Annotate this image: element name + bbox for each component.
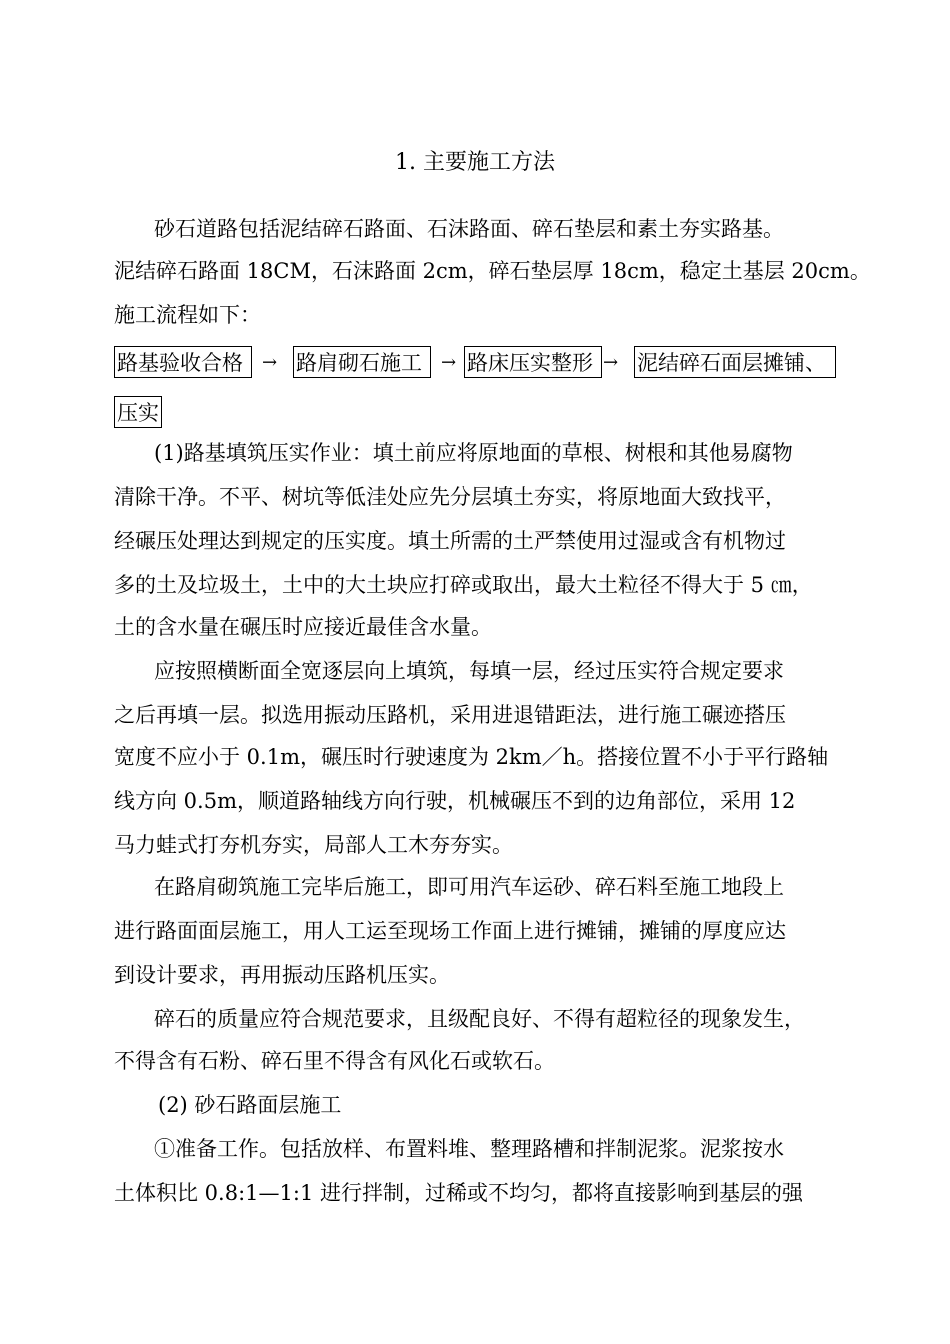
flow-step-box: 泥结碎石面层摊铺、 [634, 346, 836, 378]
paragraph-line: ①准备工作。包括放样、布置料堆、整理路槽和拌制泥浆。泥浆按水 [154, 1137, 784, 1161]
paragraph-line: 应按照横断面全宽逐层向上填筑，每填一层，经过压实符合规定要求 [154, 659, 784, 683]
flow-arrow: → [603, 352, 619, 373]
intro-line: 施工流程如下： [114, 303, 261, 327]
paragraph-line: 清除干净。不平、树坑等低洼处应先分层填土夯实，将原地面大致找平， [114, 485, 786, 509]
paragraph-line: 到设计要求，再用振动压路机压实。 [114, 963, 450, 987]
flow-step-box: 路肩砌石施工 [293, 346, 431, 378]
section-title: 1. 主要施工方法 [395, 150, 555, 175]
paragraph-line: (1)路基填筑压实作业：填土前应将原地面的草根、树根和其他易腐物 [154, 441, 793, 465]
paragraph-line: 碎石的质量应符合规范要求，且级配良好、不得有超粒径的现象发生， [154, 1007, 805, 1031]
process-flow [114, 346, 836, 380]
flow-step-box: 压实 [114, 396, 162, 428]
paragraph-line: 经碾压处理达到规定的压实度。填土所需的土严禁使用过湿或含有机物过 [114, 529, 786, 553]
paragraph-line: 土的含水量在碾压时应接近最佳含水量。 [114, 615, 492, 639]
process-flow-continued [114, 396, 836, 430]
paragraph-line: 马力蛙式打夯机夯实，局部人工木夯夯实。 [114, 833, 513, 857]
paragraph-line: 土体积比 0.8:1—1:1 进行拌制，过稀或不均匀，都将直接影响到基层的强 [114, 1181, 803, 1205]
intro-line: 砂石道路包括泥结碎石路面、石沫路面、碎石垫层和素土夯实路基。 [154, 217, 784, 241]
intro-line: 泥结碎石路面 18CM，石沫路面 2cm，碎石垫层厚 18cm，稳定土基层 20cm。 [114, 259, 871, 283]
paragraph-line: 之后再填一层。拟选用振动压路机，采用进退错距法，进行施工碾迹搭压 [114, 703, 786, 727]
paragraph-line: 宽度不应小于 0.1m，碾压时行驶速度为 2km／h。搭接位置不小于平行路轴 [114, 745, 829, 769]
flow-step-box: 路床压实整形 [464, 346, 602, 378]
paragraph-line: 多的土及垃圾土，土中的大土块应打碎或取出，最大土粒径不得大于 5 ㎝， [114, 573, 813, 597]
paragraph-line: 在路肩砌筑施工完毕后施工，即可用汽车运砂、碎石料至施工地段上 [154, 875, 784, 899]
flow-step-box: 路基验收合格 [114, 346, 252, 378]
flow-arrow: → [262, 352, 278, 373]
paragraph-line: 线方向 0.5m，顺道路轴线方向行驶，机械碾压不到的边角部位，采用 12 [114, 789, 796, 813]
paragraph-line: 不得含有石粉、碎石里不得含有风化石或软石。 [114, 1049, 555, 1073]
subheading: (2) 砂石路面层施工 [158, 1093, 342, 1117]
paragraph-line: 进行路面面层施工，用人工运至现场工作面上进行摊铺，摊铺的厚度应达 [114, 919, 786, 943]
flow-arrow: → [441, 352, 457, 373]
